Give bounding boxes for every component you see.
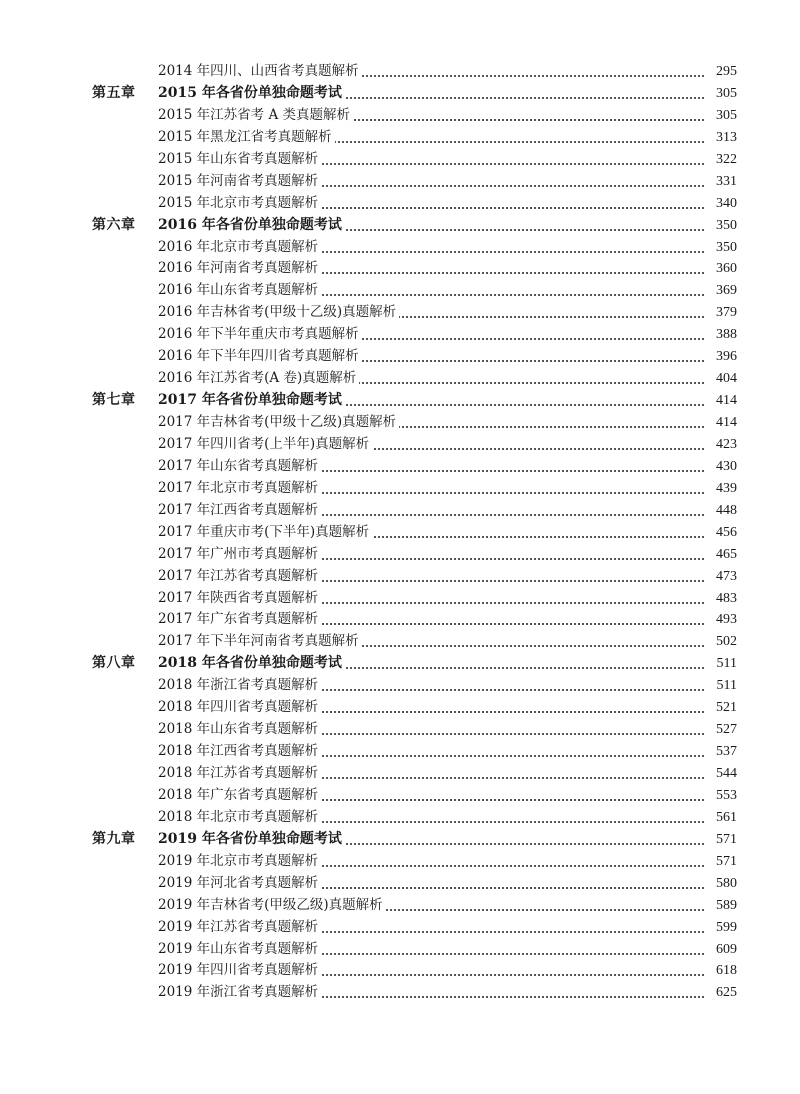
toc-entry-row[interactable] — [0, 675, 800, 697]
entry-title: 2019 年北京市考真题解析 — [158, 851, 321, 873]
toc-entry-row[interactable] — [0, 324, 800, 346]
toc-chapter-row[interactable] — [0, 390, 800, 412]
page-number: 521 — [704, 697, 737, 719]
entry-title: 2017 年北京市考真题解析 — [158, 478, 321, 500]
toc-entry-row[interactable] — [0, 741, 800, 763]
entry-title: 2017 年江苏省考真题解析 — [158, 566, 321, 588]
entry-title: 2015 年河南省考真题解析 — [158, 171, 321, 193]
chapter-title: 2015 年各省份单独命题考试 — [158, 83, 345, 105]
entry-title: 2014 年四川、山西省考真题解析 — [158, 61, 362, 83]
page-number: 396 — [704, 346, 737, 368]
entry-title: 2017 年广东省考真题解析 — [158, 609, 321, 631]
toc-entry-row[interactable] — [0, 171, 800, 193]
toc-entry-row[interactable] — [0, 631, 800, 653]
entry-title: 2018 年四川省考真题解析 — [158, 697, 321, 719]
entry-title: 2016 年河南省考真题解析 — [158, 258, 321, 280]
page-number: 571 — [704, 851, 737, 873]
page-number: 609 — [704, 939, 737, 961]
entry-title: 2019 年山东省考真题解析 — [158, 939, 321, 961]
entry-title: 2018 年江西省考真题解析 — [158, 741, 321, 763]
page-number: 511 — [704, 675, 737, 697]
page-number: 331 — [704, 171, 737, 193]
entry-title: 2015 年黑龙江省考真题解析 — [158, 127, 335, 149]
entry-title: 2019 年江苏省考真题解析 — [158, 917, 321, 939]
page-number: 456 — [704, 522, 737, 544]
page-number: 553 — [704, 785, 737, 807]
page-number: 561 — [704, 807, 737, 829]
entry-title: 2019 年河北省考真题解析 — [158, 873, 321, 895]
page-number: 465 — [704, 544, 737, 566]
entry-title: 2018 年广东省考真题解析 — [158, 785, 321, 807]
page-number: 322 — [704, 149, 737, 171]
chapter-title: 2016 年各省份单独命题考试 — [158, 215, 345, 237]
entry-title: 2015 年江苏省考 A 类真题解析 — [158, 105, 353, 127]
page-number: 369 — [704, 280, 737, 302]
toc-entry-row[interactable] — [0, 566, 800, 588]
toc-entry-row[interactable] — [0, 609, 800, 631]
toc-entry-row[interactable] — [0, 105, 800, 127]
page-number: 414 — [704, 390, 737, 412]
entry-title: 2017 年山东省考真题解析 — [158, 456, 321, 478]
toc-entry-row[interactable] — [0, 280, 800, 302]
toc-entry-row[interactable] — [0, 982, 800, 1004]
toc-entry-row[interactable] — [0, 412, 800, 434]
toc-entry-row[interactable] — [0, 763, 800, 785]
entry-title: 2015 年北京市考真题解析 — [158, 193, 321, 215]
chapter-number: 第七章 — [92, 392, 136, 409]
page-number: 350 — [704, 237, 737, 259]
toc-entry-row[interactable] — [0, 456, 800, 478]
toc-entry-row[interactable] — [0, 939, 800, 961]
page-number: 571 — [704, 829, 737, 851]
page-number: 483 — [704, 588, 737, 610]
chapter-number: 第五章 — [92, 84, 136, 101]
chapter-title: 2018 年各省份单独命题考试 — [158, 653, 345, 675]
entry-title: 2017 年广州市考真题解析 — [158, 544, 321, 566]
toc-entry-row[interactable] — [0, 588, 800, 610]
entry-title: 2017 年陕西省考真题解析 — [158, 588, 321, 610]
entry-title: 2017 年下半年河南省考真题解析 — [158, 631, 362, 653]
entry-title: 2018 年北京市考真题解析 — [158, 807, 321, 829]
page-number: 305 — [704, 83, 737, 105]
page-number: 580 — [704, 873, 737, 895]
page-number: 527 — [704, 719, 737, 741]
page-number: 537 — [704, 741, 737, 763]
toc-entry-row[interactable] — [0, 61, 800, 83]
chapter-number: 第八章 — [92, 655, 136, 672]
toc-entry-row[interactable] — [0, 873, 800, 895]
chapter-number: 第六章 — [92, 216, 136, 233]
toc-entry-row[interactable] — [0, 807, 800, 829]
page-number: 599 — [704, 917, 737, 939]
entry-title: 2018 年江苏省考真题解析 — [158, 763, 321, 785]
toc-entry-row[interactable] — [0, 895, 800, 917]
table-of-contents — [0, 61, 800, 1004]
entry-title: 2016 年山东省考真题解析 — [158, 280, 321, 302]
toc-entry-row[interactable] — [0, 237, 800, 259]
toc-entry-row[interactable] — [0, 785, 800, 807]
entry-title: 2016 年吉林省考(甲级十乙级)真题解析 — [158, 302, 399, 324]
page-number: 388 — [704, 324, 737, 346]
entry-title: 2016 年江苏省考(A 卷)真题解析 — [158, 368, 359, 390]
toc-entry-row[interactable] — [0, 917, 800, 939]
chapter-number: 第九章 — [92, 830, 136, 847]
entry-title: 2017 年江西省考真题解析 — [158, 500, 321, 522]
entry-title: 2017 年吉林省考(甲级十乙级)真题解析 — [158, 412, 399, 434]
page-number: 618 — [704, 960, 737, 982]
entry-title: 2015 年山东省考真题解析 — [158, 149, 321, 171]
page-number: 511 — [704, 653, 737, 675]
toc-chapter-row[interactable] — [0, 829, 800, 851]
entry-title: 2017 年四川省考(上半年)真题解析 — [158, 434, 372, 456]
toc-entry-row[interactable] — [0, 193, 800, 215]
page-number: 423 — [704, 434, 737, 456]
page-number: 379 — [704, 302, 737, 324]
toc-entry-row[interactable] — [0, 697, 800, 719]
page-number: 544 — [704, 763, 737, 785]
toc-entry-row[interactable] — [0, 346, 800, 368]
page-number: 430 — [704, 456, 737, 478]
chapter-title: 2019 年各省份单独命题考试 — [158, 829, 345, 851]
page-number: 625 — [704, 982, 737, 1004]
entry-title: 2016 年下半年四川省考真题解析 — [158, 346, 362, 368]
page-number: 589 — [704, 895, 737, 917]
page-number: 448 — [704, 500, 737, 522]
page-number: 414 — [704, 412, 737, 434]
page-number: 360 — [704, 258, 737, 280]
page-number: 313 — [704, 127, 737, 149]
entry-title: 2018 年浙江省考真题解析 — [158, 675, 321, 697]
toc-entry-row[interactable] — [0, 127, 800, 149]
page-number: 305 — [704, 105, 737, 127]
page-number: 473 — [704, 566, 737, 588]
toc-entry-row[interactable] — [0, 302, 800, 324]
toc-entry-row[interactable] — [0, 500, 800, 522]
toc-entry-row[interactable] — [0, 478, 800, 500]
chapter-title: 2017 年各省份单独命题考试 — [158, 390, 345, 412]
page-number: 340 — [704, 193, 737, 215]
toc-chapter-row[interactable] — [0, 83, 800, 105]
entry-title: 2019 年吉林省考(甲级乙级)真题解析 — [158, 895, 386, 917]
entry-title: 2018 年山东省考真题解析 — [158, 719, 321, 741]
toc-entry-row[interactable] — [0, 544, 800, 566]
entry-title: 2016 年北京市考真题解析 — [158, 237, 321, 259]
page-number: 439 — [704, 478, 737, 500]
toc-entry-row[interactable] — [0, 149, 800, 171]
page-number: 502 — [704, 631, 737, 653]
entry-title: 2019 年浙江省考真题解析 — [158, 982, 321, 1004]
toc-entry-row[interactable] — [0, 258, 800, 280]
toc-entry-row[interactable] — [0, 368, 800, 390]
toc-entry-row[interactable] — [0, 960, 800, 982]
page-number: 350 — [704, 215, 737, 237]
entry-title: 2017 年重庆市考(下半年)真题解析 — [158, 522, 372, 544]
toc-chapter-row[interactable] — [0, 215, 800, 237]
toc-chapter-row[interactable] — [0, 653, 800, 675]
toc-entry-row[interactable] — [0, 434, 800, 456]
toc-entry-row[interactable] — [0, 851, 800, 873]
toc-entry-row[interactable] — [0, 719, 800, 741]
entry-title: 2019 年四川省考真题解析 — [158, 960, 321, 982]
toc-entry-row[interactable] — [0, 522, 800, 544]
entry-title: 2016 年下半年重庆市考真题解析 — [158, 324, 362, 346]
page-number: 493 — [704, 609, 737, 631]
page-number: 295 — [704, 61, 737, 83]
page-number: 404 — [704, 368, 737, 390]
